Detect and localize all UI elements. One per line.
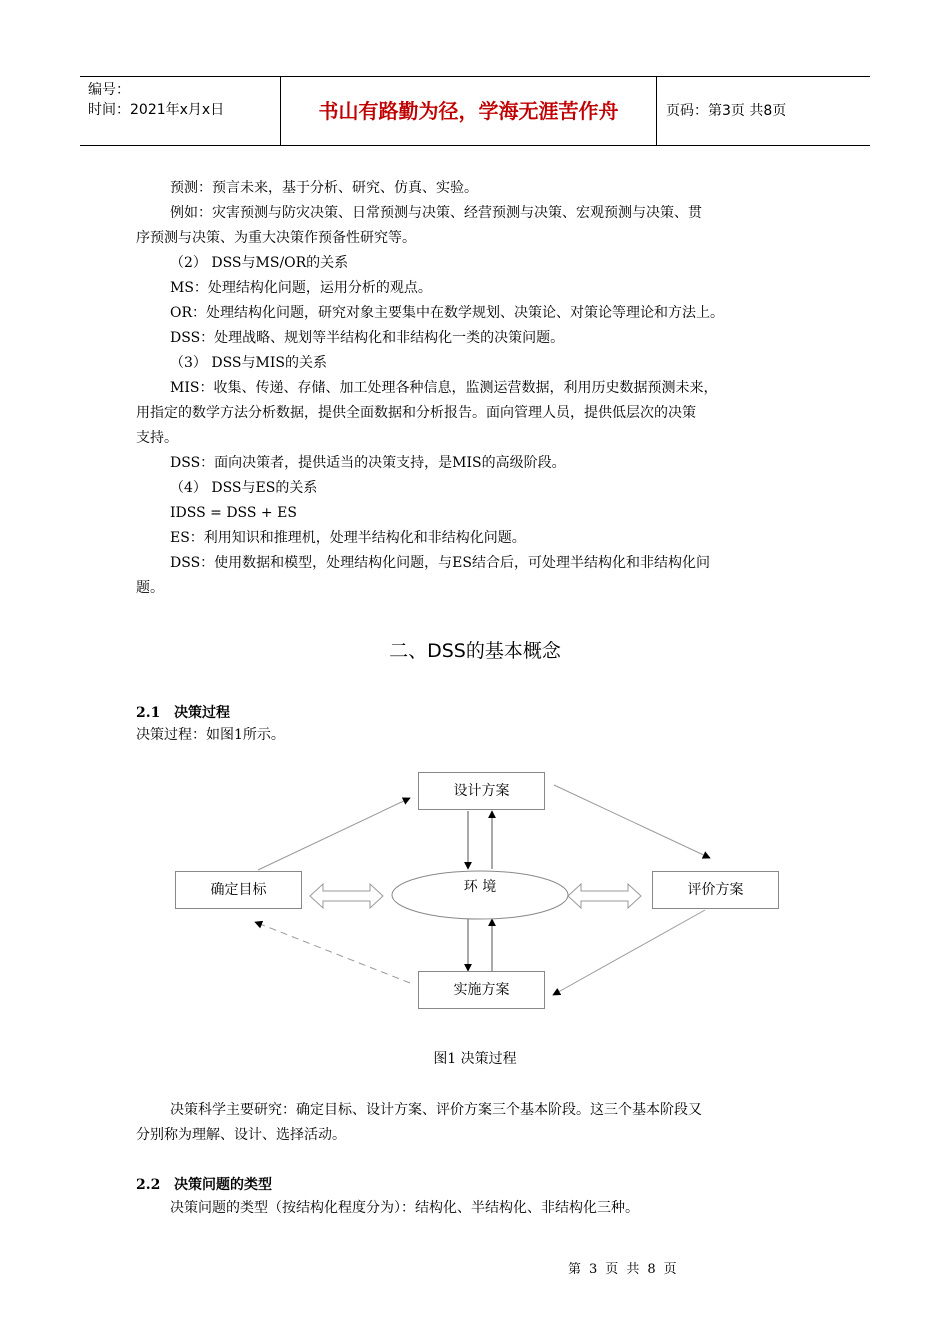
motto: 书山有路勤为径，学海无涯苦作舟 [318,99,619,123]
box-design: 设计方案 [418,772,545,810]
body-line: 预测：预言未来，基于分析、研究、仿真、实验。 [170,180,478,196]
body-line: 支持。 [136,430,178,446]
header-page-cell [656,77,870,145]
footer-total-pages: 8 [647,1262,656,1277]
formula-line: IDSS = DSS + ES [170,505,297,521]
body-line: 决策过程：如图1所示。 [136,727,285,743]
double-arrow-left [310,884,383,908]
decision-process-diagram [170,765,785,1015]
body-line: 用指定的数学方法分析数据，提供全面数据和分析报告。面向管理人员，提供低层次的决策 [136,405,696,421]
arrow-implement-to-goal [255,922,410,983]
page-footer [568,1258,685,1277]
section-title: 二、DSS的基本概念 [389,640,561,662]
header-meta [80,77,280,145]
subsection-heading [136,1174,272,1194]
footer-text: 第 [568,1262,582,1277]
time-label: 时间：2021年x月x日 [88,102,225,118]
body-line: 序预测与决策、为重大决策作预备性研究等。 [136,230,416,246]
footer-page-number: 3 [589,1262,598,1277]
body-line: 分别称为理解、设计、选择活动。 [136,1127,346,1143]
body-line: MS：处理结构化问题，运用分析的观点。 [170,280,432,296]
footer-text: 共 [626,1262,640,1277]
body-line: MIS：收集、传递、存储、加工处理各种信息，监测运营数据，利用历史数据预测未来， [170,380,718,396]
body-line: DSS：面向决策者，提供适当的决策支持，是MIS的高级阶段。 [170,455,566,471]
page-header [80,76,870,146]
body-line: 题。 [136,580,164,596]
header-motto-cell [280,77,657,145]
number-label: 编号： [88,82,130,98]
header-page-info: 页码：第3页 共8页 [666,103,787,119]
body-line: 决策科学主要研究：确定目标、设计方案、评价方案三个基本阶段。这三个基本阶段又 [170,1102,702,1118]
env-label: 环 境 [463,879,497,895]
body-line: 例如：灾害预测与防灾决策、日常预测与决策、经营预测与决策、宏观预测与决策、贯 [170,205,702,221]
body-line: DSS：处理战略、规划等半结构化和非结构化一类的决策问题。 [170,330,565,346]
arrow-design-to-evaluate [554,785,710,858]
subsection-number: 2.1 [136,705,161,721]
body-line: OR：处理结构化问题，研究对象主要集中在数学规划、决策论、对策论等理论和方法上。 [170,305,725,321]
body-line: ES：利用知识和推理机，处理半结构化和非结构化问题。 [170,530,526,546]
subheading-line: （4） DSS与ES的关系 [170,480,318,496]
body-line: 决策问题的类型（按结构化程度分为）：结构化、半结构化、非结构化三种。 [170,1200,639,1216]
arrow-evaluate-to-implement [553,910,705,995]
subsection-title: 决策过程 [174,705,230,721]
double-arrow-right [568,884,641,908]
box-implement: 实施方案 [418,971,545,1009]
figure-caption: 图1 决策过程 [433,1051,517,1067]
arrow-goal-to-design [258,798,410,870]
body-line: DSS：使用数据和模型，处理结构化问题，与ES结合后，可处理半结构化和非结构化问 [170,555,710,571]
subsection-heading [136,702,230,722]
subsection-number: 2.2 [136,1177,161,1193]
subsection-title: 决策问题的类型 [174,1177,272,1193]
footer-text: 页 [663,1262,677,1277]
box-goal: 确定目标 [175,871,302,909]
subheading-line: （2） DSS与MS/OR的关系 [170,255,349,271]
box-evaluate: 评价方案 [652,871,779,909]
footer-text: 页 [605,1262,619,1277]
subheading-line: （3） DSS与MIS的关系 [170,355,327,371]
